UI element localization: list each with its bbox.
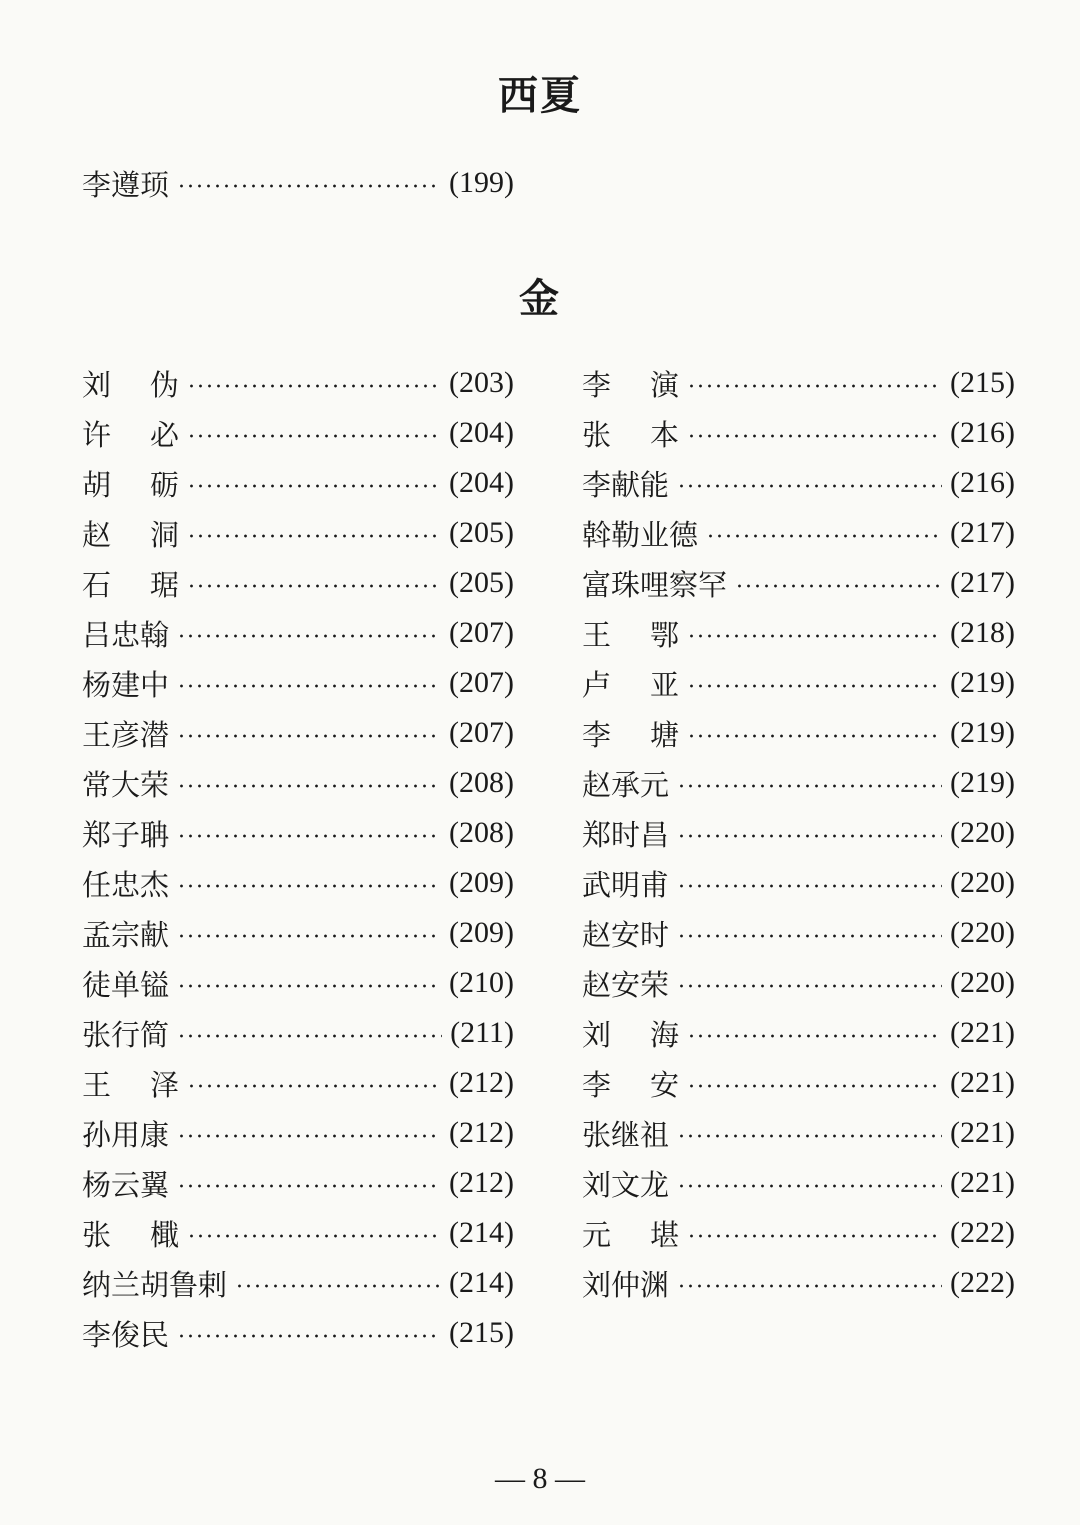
entry-name: 富珠哩察罕 [582, 567, 728, 602]
toc-entry [582, 1213, 1015, 1253]
toc-entry [82, 963, 514, 1003]
leader-dots [677, 1134, 942, 1138]
entry-page: (209) [449, 866, 514, 899]
entry-name [82, 363, 179, 404]
entry-name: 武明甫 [582, 867, 670, 902]
entry-page: (205) [449, 566, 514, 599]
entry-name: 刘仲渊 [582, 1267, 670, 1302]
leader-dots [677, 1284, 942, 1288]
entry-name: 李遵顼 [82, 167, 170, 202]
toc-entry [82, 1163, 514, 1203]
section-title-jin: 金 [519, 275, 561, 322]
entry-page: (217) [950, 516, 1015, 549]
toc-entry [582, 1013, 1015, 1053]
leader-dots [706, 534, 942, 538]
entry-name-char: 泽 [149, 1067, 179, 1102]
entry-name [582, 1063, 679, 1104]
entry-name-char: 檝 [149, 1217, 179, 1252]
toc-entry [82, 863, 514, 903]
toc-entry [582, 513, 1015, 553]
toc-entry [582, 563, 1015, 603]
entry-name-char: 王 [582, 617, 612, 652]
entry-name: 杨云翼 [82, 1167, 170, 1202]
toc-entry [82, 363, 514, 403]
leader-dots [187, 384, 441, 388]
entry-name [582, 713, 679, 754]
entry-page: (215) [449, 1316, 514, 1349]
leader-dots [687, 384, 942, 388]
leader-dots [177, 684, 441, 688]
entry-page: (207) [449, 616, 514, 649]
toc-entry [82, 413, 514, 453]
toc-entry [582, 663, 1015, 703]
entry-name [82, 513, 179, 554]
leader-dots [177, 934, 441, 938]
entry-name: 郑子聃 [82, 817, 170, 852]
entry-name-char: 塘 [649, 717, 679, 752]
entry-page: (219) [950, 666, 1015, 699]
entry-page: (216) [950, 416, 1015, 449]
entry-name: 孟宗献 [82, 917, 170, 952]
entry-page: (209) [449, 916, 514, 949]
entry-name-char: 刘 [582, 1017, 612, 1052]
entry-page: (217) [950, 566, 1015, 599]
entry-page: (216) [950, 466, 1015, 499]
entry-name-char: 张 [82, 1217, 112, 1252]
entry-name-char: 海 [649, 1017, 679, 1052]
toc-entry [582, 813, 1015, 853]
entry-name [582, 613, 679, 654]
entry-name-char: 许 [82, 417, 112, 452]
entry-name: 杨建中 [82, 667, 170, 702]
entry-page: (218) [950, 616, 1015, 649]
entry-name: 张行简 [82, 1017, 170, 1052]
entry-name-char: 赵 [82, 517, 112, 552]
leader-dots [677, 1184, 942, 1188]
leader-dots [177, 634, 441, 638]
entry-page: (204) [449, 466, 514, 499]
leader-dots [677, 484, 942, 488]
entry-page: (212) [449, 1066, 514, 1099]
entry-page: (214) [449, 1266, 514, 1299]
entry-name-char: 张 [582, 417, 612, 452]
toc-entry [82, 813, 514, 853]
entry-name [82, 463, 179, 504]
entry-page: (219) [950, 766, 1015, 799]
entry-name-char: 洞 [149, 517, 179, 552]
toc-entry [82, 713, 514, 753]
leader-dots [677, 884, 942, 888]
leader-dots [687, 1034, 942, 1038]
toc-entry [82, 613, 514, 653]
leader-dots [177, 784, 441, 788]
leader-dots [687, 1234, 942, 1238]
entry-page: (207) [449, 716, 514, 749]
toc-entry [582, 763, 1015, 803]
entry-page: (221) [950, 1066, 1015, 1099]
leader-dots [235, 1284, 441, 1288]
leader-dots [187, 1084, 441, 1088]
entry-name-char: 本 [649, 417, 679, 452]
toc-entry [82, 513, 514, 553]
leader-dots [177, 734, 441, 738]
entry-name [82, 1063, 179, 1104]
entry-page: (219) [950, 716, 1015, 749]
toc-entry [582, 363, 1015, 403]
toc-entry [82, 163, 514, 203]
leader-dots [177, 1034, 442, 1038]
entry-page: (221) [950, 1166, 1015, 1199]
entry-name: 吕忠翰 [82, 617, 170, 652]
toc-entry [582, 1113, 1015, 1153]
entry-name-char: 必 [149, 417, 179, 452]
leader-dots [677, 984, 942, 988]
toc-entry [582, 713, 1015, 753]
entry-page: (220) [950, 816, 1015, 849]
entry-page: (203) [449, 366, 514, 399]
entry-name [582, 1013, 679, 1054]
entry-name: 张继祖 [582, 1117, 670, 1152]
leader-dots [687, 434, 942, 438]
leader-dots [687, 1084, 942, 1088]
leader-dots [187, 534, 441, 538]
leader-dots [687, 684, 942, 688]
entry-page: (214) [449, 1216, 514, 1249]
entry-page: (222) [950, 1216, 1015, 1249]
toc-entry [582, 1263, 1015, 1303]
entry-name-char: 元 [582, 1217, 612, 1252]
entry-page: (220) [950, 916, 1015, 949]
entry-page: (207) [449, 666, 514, 699]
leader-dots [177, 984, 441, 988]
leader-dots [677, 784, 942, 788]
toc-entry [82, 763, 514, 803]
section-title-xixia: 西夏 [498, 72, 582, 119]
toc-entry [82, 663, 514, 703]
entry-name-char: 亚 [649, 667, 679, 702]
entry-name-char: 堪 [649, 1217, 679, 1252]
toc-entry [582, 913, 1015, 953]
leader-dots [687, 634, 942, 638]
leader-dots [677, 934, 942, 938]
entry-name-char: 石 [82, 567, 112, 602]
entry-name-char: 王 [82, 1067, 112, 1102]
entry-name: 赵安荣 [582, 967, 670, 1002]
toc-entry [82, 913, 514, 953]
entry-page: (205) [449, 516, 514, 549]
entry-name-char: 鄂 [649, 617, 679, 652]
entry-page: (210) [449, 966, 514, 999]
entry-name: 纳兰胡鲁剌 [82, 1267, 228, 1302]
toc-entry [82, 1213, 514, 1253]
entry-name: 孙用康 [82, 1117, 170, 1152]
entry-name: 王彦潜 [82, 717, 170, 752]
entry-name-char: 卢 [582, 667, 612, 702]
toc-entry [82, 463, 514, 503]
entry-name-char: 演 [649, 367, 679, 402]
entry-name: 任忠杰 [82, 867, 170, 902]
entry-name: 赵安时 [582, 917, 670, 952]
toc-entry [582, 1063, 1015, 1103]
leader-dots [177, 834, 441, 838]
toc-entry [82, 1313, 514, 1353]
page-number: — 8 — [495, 1462, 585, 1495]
entry-name [582, 413, 679, 454]
entry-page: (211) [450, 1016, 514, 1049]
leader-dots [187, 434, 441, 438]
entry-name-char: 胡 [82, 467, 112, 502]
entry-page: (208) [449, 816, 514, 849]
entry-name-char: 琚 [149, 567, 179, 602]
entry-name: 徒单镒 [82, 967, 170, 1002]
entry-page: (215) [950, 366, 1015, 399]
entry-name-char: 伪 [149, 367, 179, 402]
leader-dots [735, 584, 942, 588]
entry-name [582, 663, 679, 704]
entry-page: (204) [449, 416, 514, 449]
entry-page: (220) [950, 866, 1015, 899]
leader-dots [177, 1134, 441, 1138]
toc-entry [582, 863, 1015, 903]
entry-page: (212) [449, 1116, 514, 1149]
leader-dots [677, 834, 942, 838]
entry-name-char: 李 [582, 717, 612, 752]
leader-dots [177, 1184, 441, 1188]
toc-entry [82, 1263, 514, 1303]
toc-entry [82, 563, 514, 603]
leader-dots [187, 584, 441, 588]
toc-entry [82, 1063, 514, 1103]
toc-entry [582, 1163, 1015, 1203]
toc-entry [82, 1113, 514, 1153]
entry-name: 李俊民 [82, 1317, 170, 1352]
entry-page: (220) [950, 966, 1015, 999]
entry-page: (222) [950, 1266, 1015, 1299]
entry-name-char: 李 [582, 1067, 612, 1102]
entry-page: (199) [449, 166, 514, 199]
toc-entry [582, 963, 1015, 1003]
leader-dots [177, 884, 441, 888]
entry-name [82, 413, 179, 454]
toc-entry [582, 613, 1015, 653]
leader-dots [687, 734, 942, 738]
toc-entry [82, 1013, 514, 1053]
leader-dots [177, 184, 441, 188]
toc-entry [582, 413, 1015, 453]
entry-page: (221) [950, 1016, 1015, 1049]
entry-name-char: 砺 [149, 467, 179, 502]
leader-dots [187, 484, 441, 488]
entry-page: (221) [950, 1116, 1015, 1149]
entry-name [582, 1213, 679, 1254]
entry-name: 郑时昌 [582, 817, 670, 852]
entry-name [82, 563, 179, 604]
entry-name-char: 李 [582, 367, 612, 402]
entry-name: 斡勒业德 [582, 517, 699, 552]
entry-name: 李献能 [582, 467, 670, 502]
entry-name: 刘文龙 [582, 1167, 670, 1202]
entry-page: (212) [449, 1166, 514, 1199]
entry-name: 常大荣 [82, 767, 170, 802]
entry-name: 赵承元 [582, 767, 670, 802]
entry-name-char: 安 [649, 1067, 679, 1102]
leader-dots [187, 1234, 441, 1238]
entry-page: (208) [449, 766, 514, 799]
leader-dots [177, 1334, 441, 1338]
entry-name [582, 363, 679, 404]
toc-entry [582, 463, 1015, 503]
entry-name [82, 1213, 179, 1254]
entry-name-char: 刘 [82, 367, 112, 402]
